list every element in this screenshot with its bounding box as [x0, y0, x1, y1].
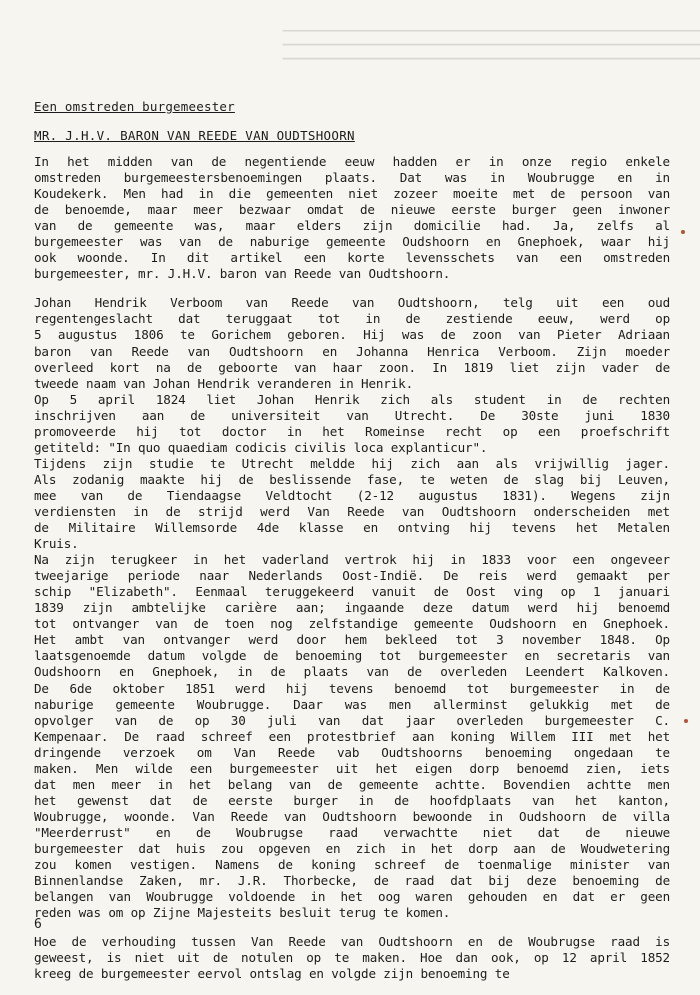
- text-line: Hoe de verhouding tussen Van Reede van Oudtshoorn en de Woubrugse raad is: [34, 934, 670, 950]
- page-number: 6: [34, 917, 42, 932]
- text-line: tweede naam van Johan Hendrik veranderen in Henrik.: [34, 375, 414, 391]
- text-line: geweest, is niet uit de notulen op te maken. Hoe dan ook, op 12 april 1852: [34, 950, 670, 966]
- text-line: In het midden van de negentiende eeuw hadden er in onze regio enkele: [34, 154, 670, 169]
- text-line: maken. Men wilde een burgemeester uit het eigen dorp benoemd zien, iets: [34, 760, 670, 776]
- text-line: Kruis.: [34, 536, 79, 552]
- text-line: Tijdens zijn studie te Utrecht meldde hij zich aan als vrijwillig jager.: [34, 455, 670, 471]
- text-line: promoveerde hij tot doctor in het Romeinse recht op een proefschrift: [34, 423, 670, 439]
- text-line: dringende verzoek om Van Reede vab Oudtshoorns benoeming ongedaan te: [34, 744, 670, 760]
- text-line: opvolger van de op 30 juli van dat jaar overleden burgemeester C.: [34, 712, 670, 728]
- text-line: dat men meer in het belang van de gemeente achtte. Bovendien achtte men: [34, 776, 670, 792]
- text-line: 1839 zijn ambtelijke carière aan; ingaande deze datum werd hij benoemd: [34, 600, 670, 616]
- text-line: Johan Hendrik Verboom van Reede van Oudtshoorn, telg uit een oud: [34, 295, 670, 311]
- text-line: Na zijn terugkeer in het vaderland vertrok hij in 1833 voor een ongeveer: [34, 552, 670, 568]
- text-line: het gewenst dat de eerste burger in de hoofdplaats van het kanton,: [34, 792, 670, 808]
- paragraph: [34, 295, 670, 921]
- text-line: belangen van Woubrugge voldoende in het oog waren gehouden en dat er geen: [34, 889, 670, 905]
- text-line: zou komen vestigen. Namens de koning schreef de toenmalige minister van: [34, 857, 670, 873]
- text-line: van de gemeente was, maar elders zijn domicilie had. Ja, zelfs al: [34, 218, 670, 234]
- text-line: laatsgenoemde datum volgde de benoeming tot burgemeester en secretaris van: [34, 648, 670, 664]
- article-body: [34, 154, 670, 995]
- text-line: Kempenaar. De raad schreef een protestbrief aan koning Willem III met het: [34, 728, 670, 744]
- text-line: tweejarige periode naar Nederlands Oost-Indië. De reis werd gemaakt per: [34, 568, 670, 584]
- text-line: baron van Reede van Oudtshoorn en Johanna Henrica Verboom. Zijn moeder: [34, 343, 670, 359]
- text-line: de Militaire Willemsorde 4de klasse en ontving hij tevens het Metalen: [34, 520, 670, 536]
- bleed-through-shadow: ▔▔▔▔▔▔▔▔▔▔▔▔▔▔▔▔▔▔▔▔▔▔▔▔▔▔▔▔▔▔▔▔▔▔▔▔▔▔▔▔▔▔▔▔▔▔▔▔▔▔▔▔▔▔▔▔▔▔▔▔▔▔▔ ▔▔▔▔▔▔▔▔▔▔▔▔▔▔▔▔▔▔▔▔▔▔▔▔▔▔▔▔▔▔▔▔▔▔▔▔▔▔▔▔▔▔▔▔▔▔▔▔▔▔▔▔▔▔▔▔▔▔▔▔▔▔▔ ▔▔▔▔▔▔▔▔▔▔▔▔▔▔▔▔▔▔▔▔▔▔▔▔▔▔▔▔▔▔▔▔▔▔▔▔▔▔▔▔▔▔▔▔▔▔▔▔▔▔▔▔▔▔▔▔▔▔▔▔▔▔▔: [282, 30, 700, 71]
- text-line: tot ontvanger van de toen nog zelfstandige gemeente Oudshoorn en Gnephoek.: [34, 616, 670, 632]
- text-line: reden was om op Zijne Majesteits besluit terug te komen.: [34, 905, 451, 921]
- text-line: de benoemde, maar meer bezwaar omdat de nieuwe eerste burger geen inwoner: [34, 202, 670, 218]
- text-line: omstreden burgemeestersbenoemingen plaats. Dat was in Woubrugge en in: [34, 170, 670, 186]
- text-line: Binnenlandse Zaken, mr. J.R. Thorbecke, de raad dat bij deze benoeming de: [34, 873, 670, 889]
- text-line: Koudekerk. Men had in die gemeenten niet zozeer moeite met de persoon van: [34, 186, 670, 202]
- ink-speck: [684, 719, 688, 723]
- text-line: "Meerderrust" en de Woubrugse raad verwachtte niet dat de nieuwe: [34, 824, 670, 840]
- text-line: regentengeslacht dat teruggaat tot in de zestiende eeuw, werd op: [34, 311, 670, 327]
- text-line: getiteld: "In quo quaediam codicis civilis loca explanticur".: [34, 439, 488, 455]
- text-line: inschrijven aan de universiteit van Utrecht. De 30ste juni 1830: [34, 407, 670, 423]
- text-line: burgemeester dat huis zou opgeven en zich in het dorp aan de Woudwetering: [34, 840, 670, 856]
- text-line: Woubrugge, woonde. Van Reede van Oudtshoorn bewoonde in Oudshoorn de villa: [34, 808, 670, 824]
- ink-speck: [681, 230, 685, 234]
- article-subheading: MR. J.H.V. BARON VAN REEDE VAN OUDTSHOORN: [34, 128, 355, 143]
- text-line: 5 augustus 1806 te Gorichem geboren. Hij was de zoon van Pieter Adriaan: [34, 327, 670, 343]
- text-line: Het ambt van ontvanger werd door hem bekleed tot 3 november 1848. Op: [34, 632, 670, 648]
- text-line: burgemeester, mr. J.H.V. baron van Reede van Oudtshoorn.: [34, 266, 451, 282]
- text-line: overleed kort na de geboorte van haar zoon. In 1819 liet zijn vader de: [34, 359, 670, 375]
- article-heading: Een omstreden burgemeester: [34, 99, 235, 114]
- text-line: Oudshoorn en Gnephoek, in de plaats van de overleden Leendert Kalkoven.: [34, 664, 670, 680]
- text-line: naburige gemeente Woubrugge. Daar was men allerminst gelukkig met de: [34, 696, 670, 712]
- paragraph: [34, 154, 670, 282]
- text-line: Als zodanig maakte hij de beslissende fase, te weten de slag bij Leuven,: [34, 471, 670, 487]
- text-line: kreeg de burgemeester eervol ontslag en volgde zijn benoeming te: [34, 966, 510, 982]
- text-line: burgemeester was van de naburige gemeente Oudshoorn en Gnephoek, waar hij: [34, 234, 670, 250]
- text-line: ook woonde. In dit artikel een korte levensschets van een omstreden: [34, 250, 670, 266]
- text-line: verdiensten in de strijd werd Van Reede van Oudtshoorn onderscheiden met: [34, 503, 670, 519]
- paragraph: [34, 934, 670, 982]
- text-line: mee van de Tiendaagse Veldtocht (2-12 augustus 1831). Wegens zijn: [34, 487, 670, 503]
- text-line: schip "Elizabeth". Eenmaal teruggekeerd vanuit de Oost ving op 1 januari: [34, 584, 670, 600]
- text-line: Op 5 april 1824 liet Johan Henrik zich als student in de rechten: [34, 391, 670, 407]
- text-line: De 6de oktober 1851 werd hij tevens benoemd tot burgemeester in de: [34, 680, 670, 696]
